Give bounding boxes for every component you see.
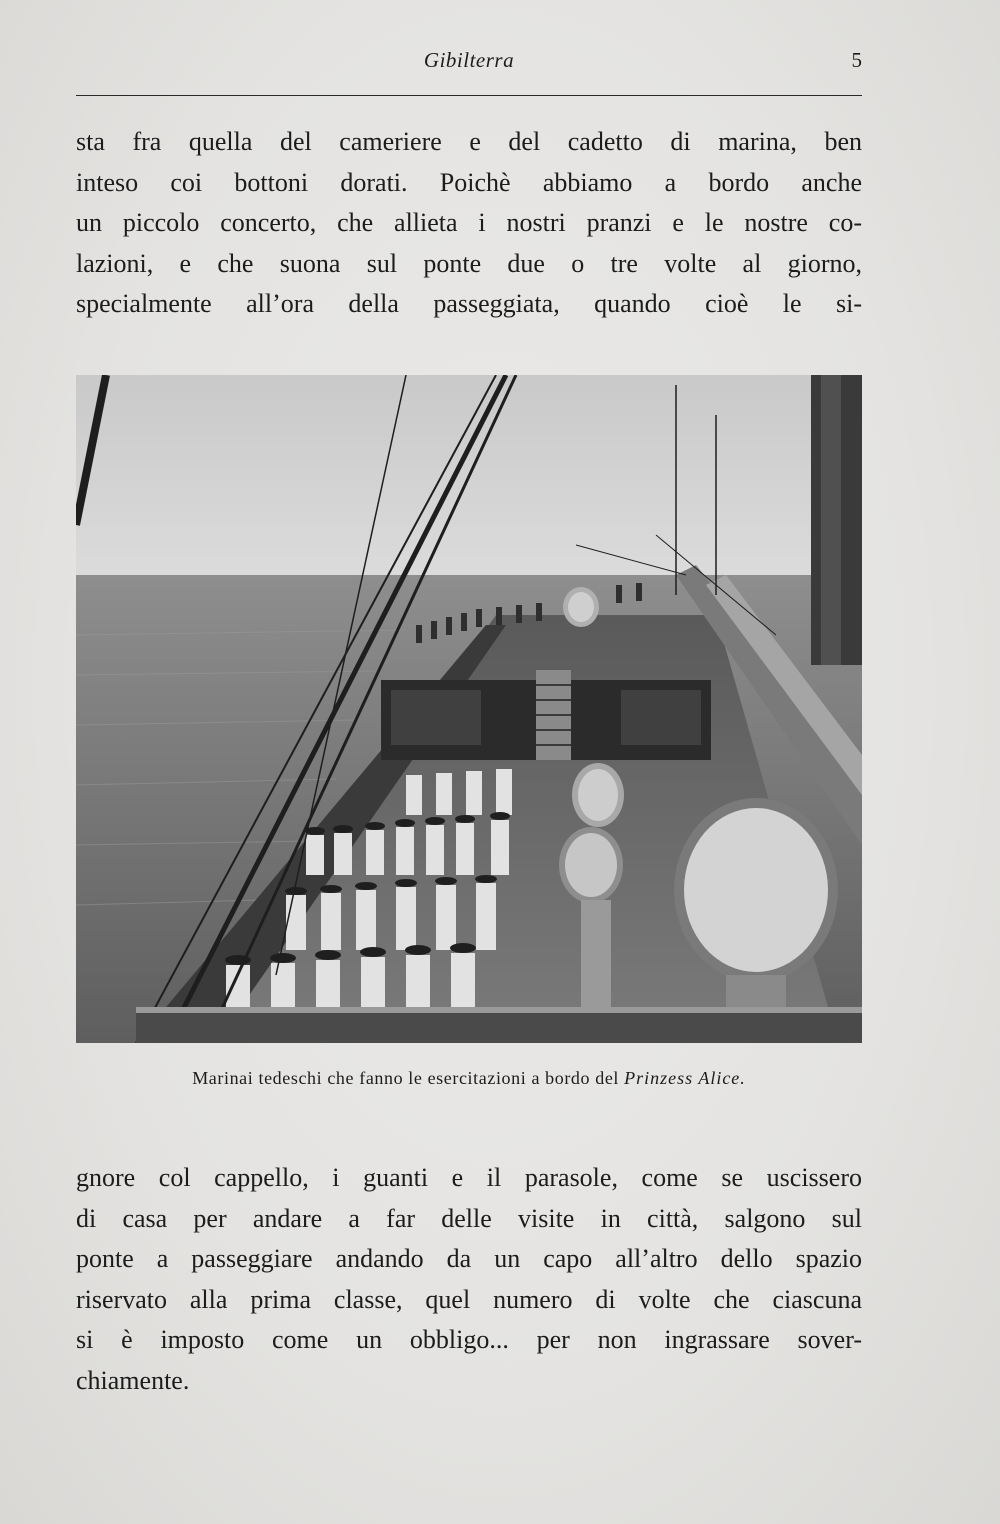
text-line: specialmente all’ora della passeggiata, quando cioè le si- [76,289,862,318]
running-head [76,44,862,78]
figure-caption [76,1068,862,1089]
text-line: lazioni, e che suona sul ponte due o tre volte al giorno, [76,248,862,278]
text-line: ponte a passeggiare andando da un capo all’altro dello spazio [76,1244,862,1273]
text-line: gnore col cappello, i guanti e il parasole, come se uscissero [76,1163,862,1192]
caption-ship-name: Prinzess Alice. [624,1068,746,1088]
caption-text: Marinai tedeschi che fanno le esercitazioni a bordo del [192,1068,620,1088]
text-line: riservato alla prima classe, quel numero di volte che ciascuna [76,1284,862,1314]
top-paragraph [76,122,862,325]
text-line: di casa per andare a far delle visite in città, salgono sul [76,1203,862,1233]
page-number: 5 [851,48,862,72]
bow-rail [136,1011,862,1043]
sky [76,375,862,585]
ship-deck-photograph [76,375,862,1043]
text-line: si è imposto come un obbligo... per non ingrassare sover- [76,1325,862,1354]
text-line: un piccolo concerto, che allieta i nostri pranzi e le nostre co- [76,208,862,237]
bottom-paragraph [76,1158,862,1401]
header-rule [76,95,862,96]
text-line: chiamente. [76,1365,190,1395]
text-line: inteso coi bottoni dorati. Poichè abbiamo a bordo anche [76,167,862,197]
text-line: sta fra quella del cameriere e del cadetto di marina, ben [76,127,862,156]
photo-illustration [76,375,862,1043]
running-title: Gibilterra [423,48,515,72]
